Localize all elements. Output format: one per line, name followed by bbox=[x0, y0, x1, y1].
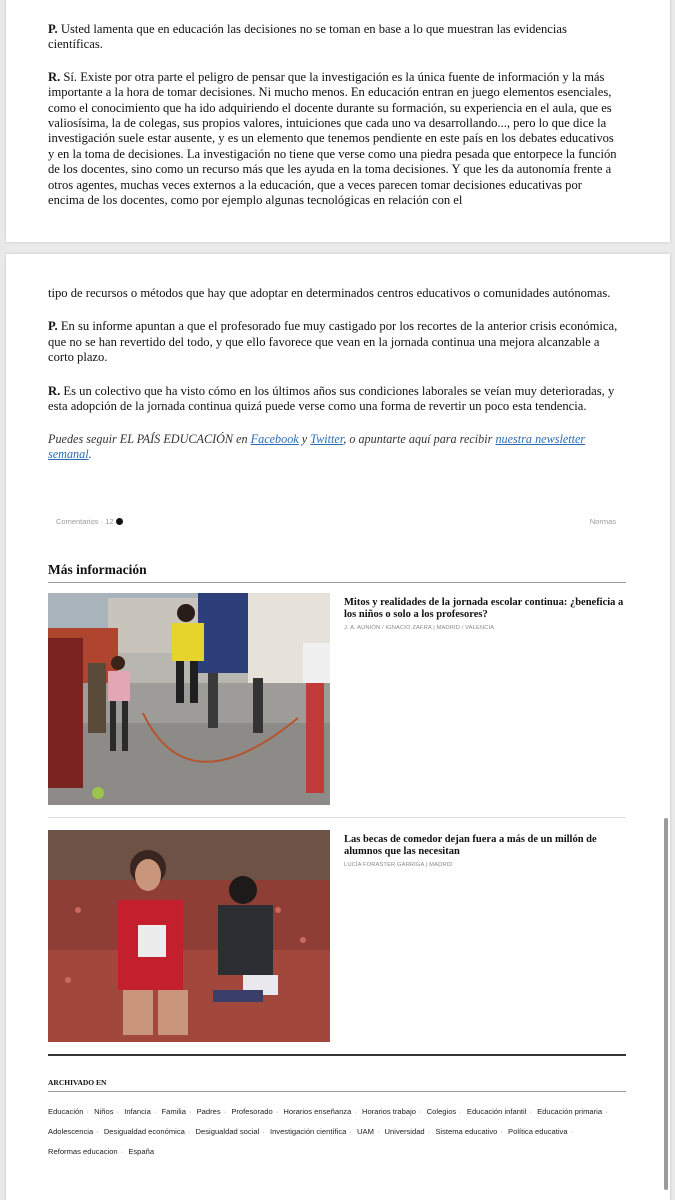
follow-prefix: Puedes seguir EL PAÍS EDUCACIÓN en bbox=[48, 432, 251, 447]
question-label: P. bbox=[48, 22, 58, 36]
tag-separator: · bbox=[153, 1107, 157, 1116]
archivado-tag-link[interactable]: Educación bbox=[48, 1107, 84, 1116]
follow-middle: , o apuntarte aquí para recibir bbox=[343, 432, 496, 447]
archivado-tag-link[interactable]: Infancia bbox=[124, 1107, 151, 1116]
answer-text: Es un colectivo que ha visto cómo en los últimos años sus condiciones laborales se veían muy deterioradas, y esta adopción de la jornada continua quizá puede verse como una forma de revertir un poco esta tendencia. bbox=[48, 383, 615, 414]
related-article-headline[interactable]: Las becas de comedor dejan fuera a más de un millón de alumnos que las necesitan bbox=[344, 834, 597, 857]
answer-paragraph bbox=[48, 384, 620, 415]
archivado-tag-link[interactable]: Sistema educativo bbox=[435, 1127, 498, 1136]
question-paragraph bbox=[48, 22, 620, 53]
tag-separator: · bbox=[427, 1127, 431, 1136]
tag-separator: · bbox=[96, 1127, 99, 1136]
tag-separator: · bbox=[262, 1127, 265, 1136]
question-text: Usted lamenta que en educación las decisiones no se toman en base a lo que muestran las evidencias científicas. bbox=[48, 22, 567, 52]
question-paragraph bbox=[48, 319, 620, 365]
related-article-byline: LUCÍA FORASTER GARRIGA | MADRID bbox=[344, 862, 453, 868]
comments-bar bbox=[56, 517, 616, 526]
related-article-image-jump-rope[interactable] bbox=[48, 593, 330, 805]
divider bbox=[48, 817, 626, 818]
comments-link[interactable] bbox=[56, 517, 123, 526]
archivado-tag-link[interactable]: Colegios bbox=[426, 1107, 457, 1116]
twitter-link[interactable]: Twitter bbox=[310, 432, 344, 447]
article-body-1 bbox=[48, 22, 620, 208]
tag-separator: · bbox=[120, 1147, 124, 1156]
archivado-tag-link[interactable]: Niños bbox=[94, 1107, 114, 1116]
normas-link[interactable]: Normas bbox=[589, 517, 616, 526]
archivado-tag-link[interactable]: Reformas educacion bbox=[48, 1147, 118, 1156]
archivado-en-section bbox=[48, 1054, 626, 1162]
related-article-card[interactable] bbox=[48, 830, 626, 1042]
archivado-tag-link[interactable]: Universidad bbox=[384, 1127, 425, 1136]
tag-separator: · bbox=[187, 1127, 191, 1136]
archivado-tag-list bbox=[48, 1102, 626, 1162]
tag-separator: · bbox=[605, 1107, 608, 1116]
mas-informacion-title: Más información bbox=[48, 562, 626, 583]
related-article-byline: J. A. AUNIÓN / IGNACIO ZAFRA | MADRID / VALENCIA bbox=[344, 625, 495, 631]
archivado-tag-link[interactable]: Educación infantil bbox=[466, 1107, 527, 1116]
tag-separator: · bbox=[188, 1107, 192, 1116]
related-article-image-sofa[interactable] bbox=[48, 830, 330, 1042]
archivado-tag-link[interactable]: Familia bbox=[161, 1107, 186, 1116]
answer-paragraph bbox=[48, 70, 620, 209]
photo-children-jumping-rope bbox=[48, 593, 330, 805]
answer-label: R. bbox=[48, 383, 61, 398]
related-article-info bbox=[344, 597, 624, 631]
tag-separator: · bbox=[570, 1127, 574, 1136]
archivado-tag-link[interactable]: Desigualdad social bbox=[195, 1127, 260, 1136]
photo-woman-and-child-on-sofa bbox=[48, 830, 330, 1042]
article-page-2 bbox=[6, 254, 670, 1200]
tag-separator: · bbox=[419, 1107, 422, 1116]
tag-separator: · bbox=[116, 1107, 120, 1116]
tag-separator: · bbox=[275, 1107, 279, 1116]
archivado-en-title: ARCHIVADO EN bbox=[48, 1078, 626, 1092]
archivado-tag-link[interactable]: Investigación científica bbox=[269, 1127, 347, 1136]
comment-bubble-icon bbox=[116, 518, 123, 525]
article-page-1 bbox=[6, 0, 670, 242]
article-body-2 bbox=[48, 286, 620, 461]
tag-separator: · bbox=[354, 1107, 357, 1116]
related-article-info bbox=[344, 834, 624, 868]
continuation-paragraph: tipo de recursos o métodos que hay que adoptar en determinados centros educativos o comunidades autónomas. bbox=[48, 286, 611, 300]
newsletter-link[interactable]: nuestra newsletter semanal bbox=[48, 432, 586, 461]
archivado-tag-link[interactable]: Política educativa bbox=[508, 1127, 568, 1136]
question-label: P. bbox=[48, 319, 58, 334]
answer-text: Sí. Existe por otra parte el peligro de pensar que la investigación es la única fuente de información y la más importante a la hora de tomar decisiones. Ni mucho menos. En educación entran en juego elementos esenciales, como el conocimiento que ha ido adquiriendo el docente durante su formación, su experiencia en el aula, que es valiosísima, la de colegas, sus propios valores, intuiciones que cada uno va desarrollando..., pero lo que dice la investigación suele estar ausente, y es un elemento que tenemos pendiente en este país en los debates educativos y en la toma de decisiones. La investigación no tiene que verse como una piedra pesada que entorpece la función de los docentes, sino como un recurso más que les ayuda en la toma decisiones. Y que les da autonomía frente a otros agentes, muchas veces externos a la educación, que a veces parecen tomar decisiones educativas por encima de los docentes, como por ejemplo algunas tecnológicas en relación con el bbox=[48, 69, 617, 208]
tag-separator: · bbox=[349, 1127, 352, 1136]
archivado-tag-link[interactable]: Horarios trabajo bbox=[361, 1107, 417, 1116]
follow-end: . bbox=[88, 446, 92, 461]
archivado-tag-link[interactable]: UAM bbox=[357, 1127, 374, 1136]
archivado-tag-link[interactable]: España bbox=[128, 1147, 155, 1156]
archivado-tag-link[interactable]: Adolescencia bbox=[48, 1127, 94, 1136]
archivado-tag-link[interactable]: Padres bbox=[196, 1107, 221, 1116]
tag-separator: · bbox=[500, 1127, 503, 1136]
tag-separator: · bbox=[529, 1107, 532, 1116]
tag-separator: · bbox=[459, 1107, 462, 1116]
tag-separator: · bbox=[86, 1107, 89, 1116]
related-article-card[interactable] bbox=[48, 593, 626, 805]
question-text: En su informe apuntan a que el profesorado fue muy castigado por los recortes de la anterior crisis económica, que no se han revertido del todo, y que ello favorece que vean en la jornada continua una mejora alcanzable a corto plazo. bbox=[48, 319, 618, 365]
archivado-tag-link[interactable]: Horarios enseñanza bbox=[283, 1107, 352, 1116]
facebook-link[interactable]: Facebook bbox=[250, 432, 299, 447]
related-article-headline[interactable]: Mitos y realidades de la jornada escolar continua: ¿beneficia a los niños o solo a los profesores? bbox=[344, 597, 624, 620]
answer-label: R. bbox=[48, 69, 61, 84]
comments-count: 12 bbox=[105, 517, 114, 526]
tag-separator: · bbox=[376, 1127, 380, 1136]
archivado-tag-link[interactable]: Profesorado bbox=[231, 1107, 273, 1116]
tag-separator: · bbox=[223, 1107, 227, 1116]
archivado-tag-link[interactable]: Desigualdad económica bbox=[103, 1127, 185, 1136]
follow-us-note bbox=[48, 432, 620, 461]
scrollbar-thumb[interactable] bbox=[664, 818, 668, 1190]
comments-separator: · bbox=[100, 517, 104, 526]
archivado-tag-link[interactable]: Educación primaria bbox=[537, 1107, 603, 1116]
comments-label: Comentarios bbox=[56, 517, 99, 526]
follow-and: y bbox=[298, 432, 311, 447]
